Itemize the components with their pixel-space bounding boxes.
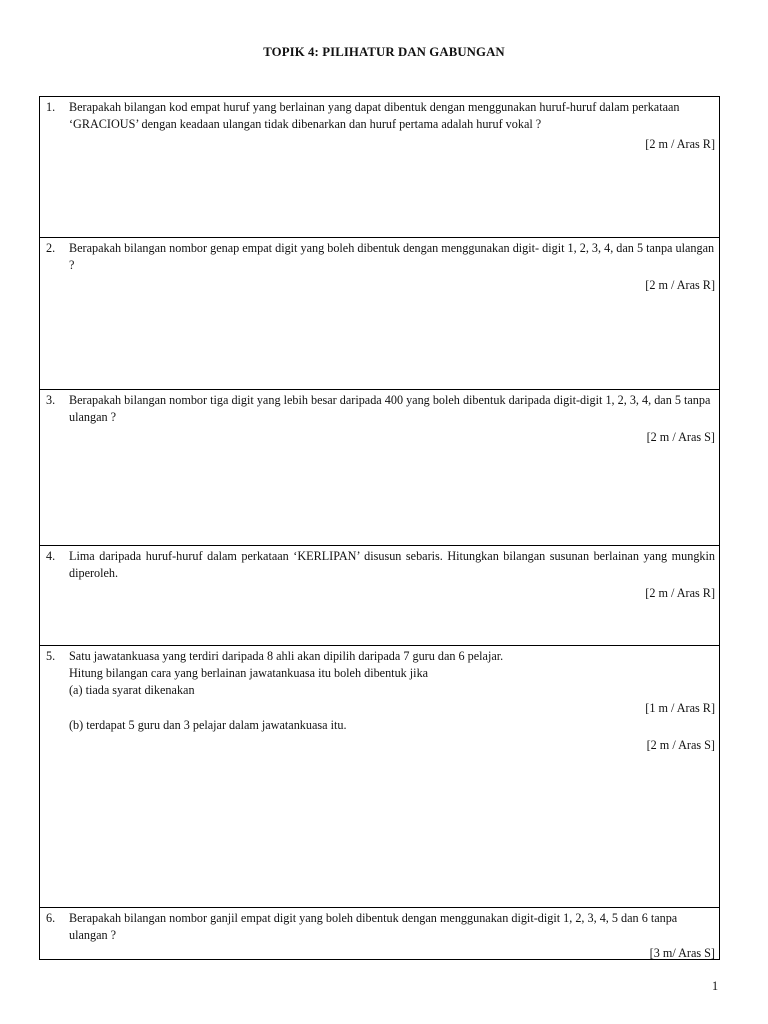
question-body	[69, 392, 715, 446]
mark-label: [2 m / Aras S]	[646, 430, 715, 444]
question-row-4	[40, 546, 719, 646]
mark-label: [2 m / Aras R]	[645, 278, 715, 292]
question-row-1	[40, 97, 719, 238]
mark-label: [3 m/ Aras S]	[649, 946, 715, 960]
question-body	[69, 240, 715, 294]
question-text-line-1: Satu jawatankuasa yang terdiri daripada 8 ahli akan dipilih daripada 7 guru dan 6 pelajar.	[69, 649, 504, 663]
question-text: Berapakah bilangan kod empat huruf yang berlainan yang dapat dibentuk dengan menggunakan huruf-huruf dalam perkataan ‘GRACIOUS’ dengan keadaan ulangan tidak dibenarkan dan huruf pertama adalah huruf vokal ?	[69, 100, 680, 131]
question-text: Lima daripada huruf-huruf dalam perkataan ‘KERLIPAN’ disusun sebaris. Hitungkan bilangan susunan berlainan yang mungkin diperoleh.	[69, 549, 715, 580]
question-text-line-2: Hitung bilangan cara yang berlainan jawatankuasa itu boleh dibentuk jika	[69, 666, 429, 680]
question-number: 6.	[46, 911, 56, 925]
page-title: TOPIK 4: PILIHATUR DAN GABUNGAN	[263, 45, 505, 59]
question-text: Berapakah bilangan nombor tiga digit yang lebih besar daripada 400 yang boleh dibentuk daripada digit-digit 1, 2, 3, 4, dan 5 tanpa ulangan ?	[69, 393, 711, 424]
question-number: 5.	[46, 649, 56, 663]
question-row-5	[40, 646, 719, 908]
question-text: Berapakah bilangan nombor genap empat digit yang boleh dibentuk dengan menggunakan digit- digit 1, 2, 3, 4, dan 5 tanpa ulangan ?	[69, 241, 715, 272]
question-row-6	[40, 908, 719, 959]
question-body	[69, 548, 715, 602]
mark-label: [2 m / Aras R]	[645, 137, 715, 151]
question-body	[69, 648, 715, 754]
mark-label-b: [2 m / Aras S]	[646, 738, 715, 752]
question-body	[69, 910, 715, 962]
question-number: 1.	[46, 100, 56, 114]
page-number: 1	[712, 979, 719, 993]
question-body	[69, 99, 715, 153]
sub-question-a: (a) tiada syarat dikenakan	[69, 683, 195, 697]
question-row-2	[40, 238, 719, 390]
question-number: 4.	[46, 549, 56, 563]
sub-question-b: (b) terdapat 5 guru dan 3 pelajar dalam jawatankuasa itu.	[69, 718, 347, 732]
question-table	[39, 96, 720, 960]
question-number: 2.	[46, 241, 56, 255]
question-row-3	[40, 390, 719, 546]
question-text: Berapakah bilangan nombor ganjil empat digit yang boleh dibentuk dengan menggunakan digit-digit 1, 2, 3, 4, 5 dan 6 tanpa ulangan ?	[69, 911, 678, 942]
mark-label-a: [1 m / Aras R]	[645, 701, 715, 715]
mark-label: [2 m / Aras R]	[645, 586, 715, 600]
question-number: 3.	[46, 393, 56, 407]
